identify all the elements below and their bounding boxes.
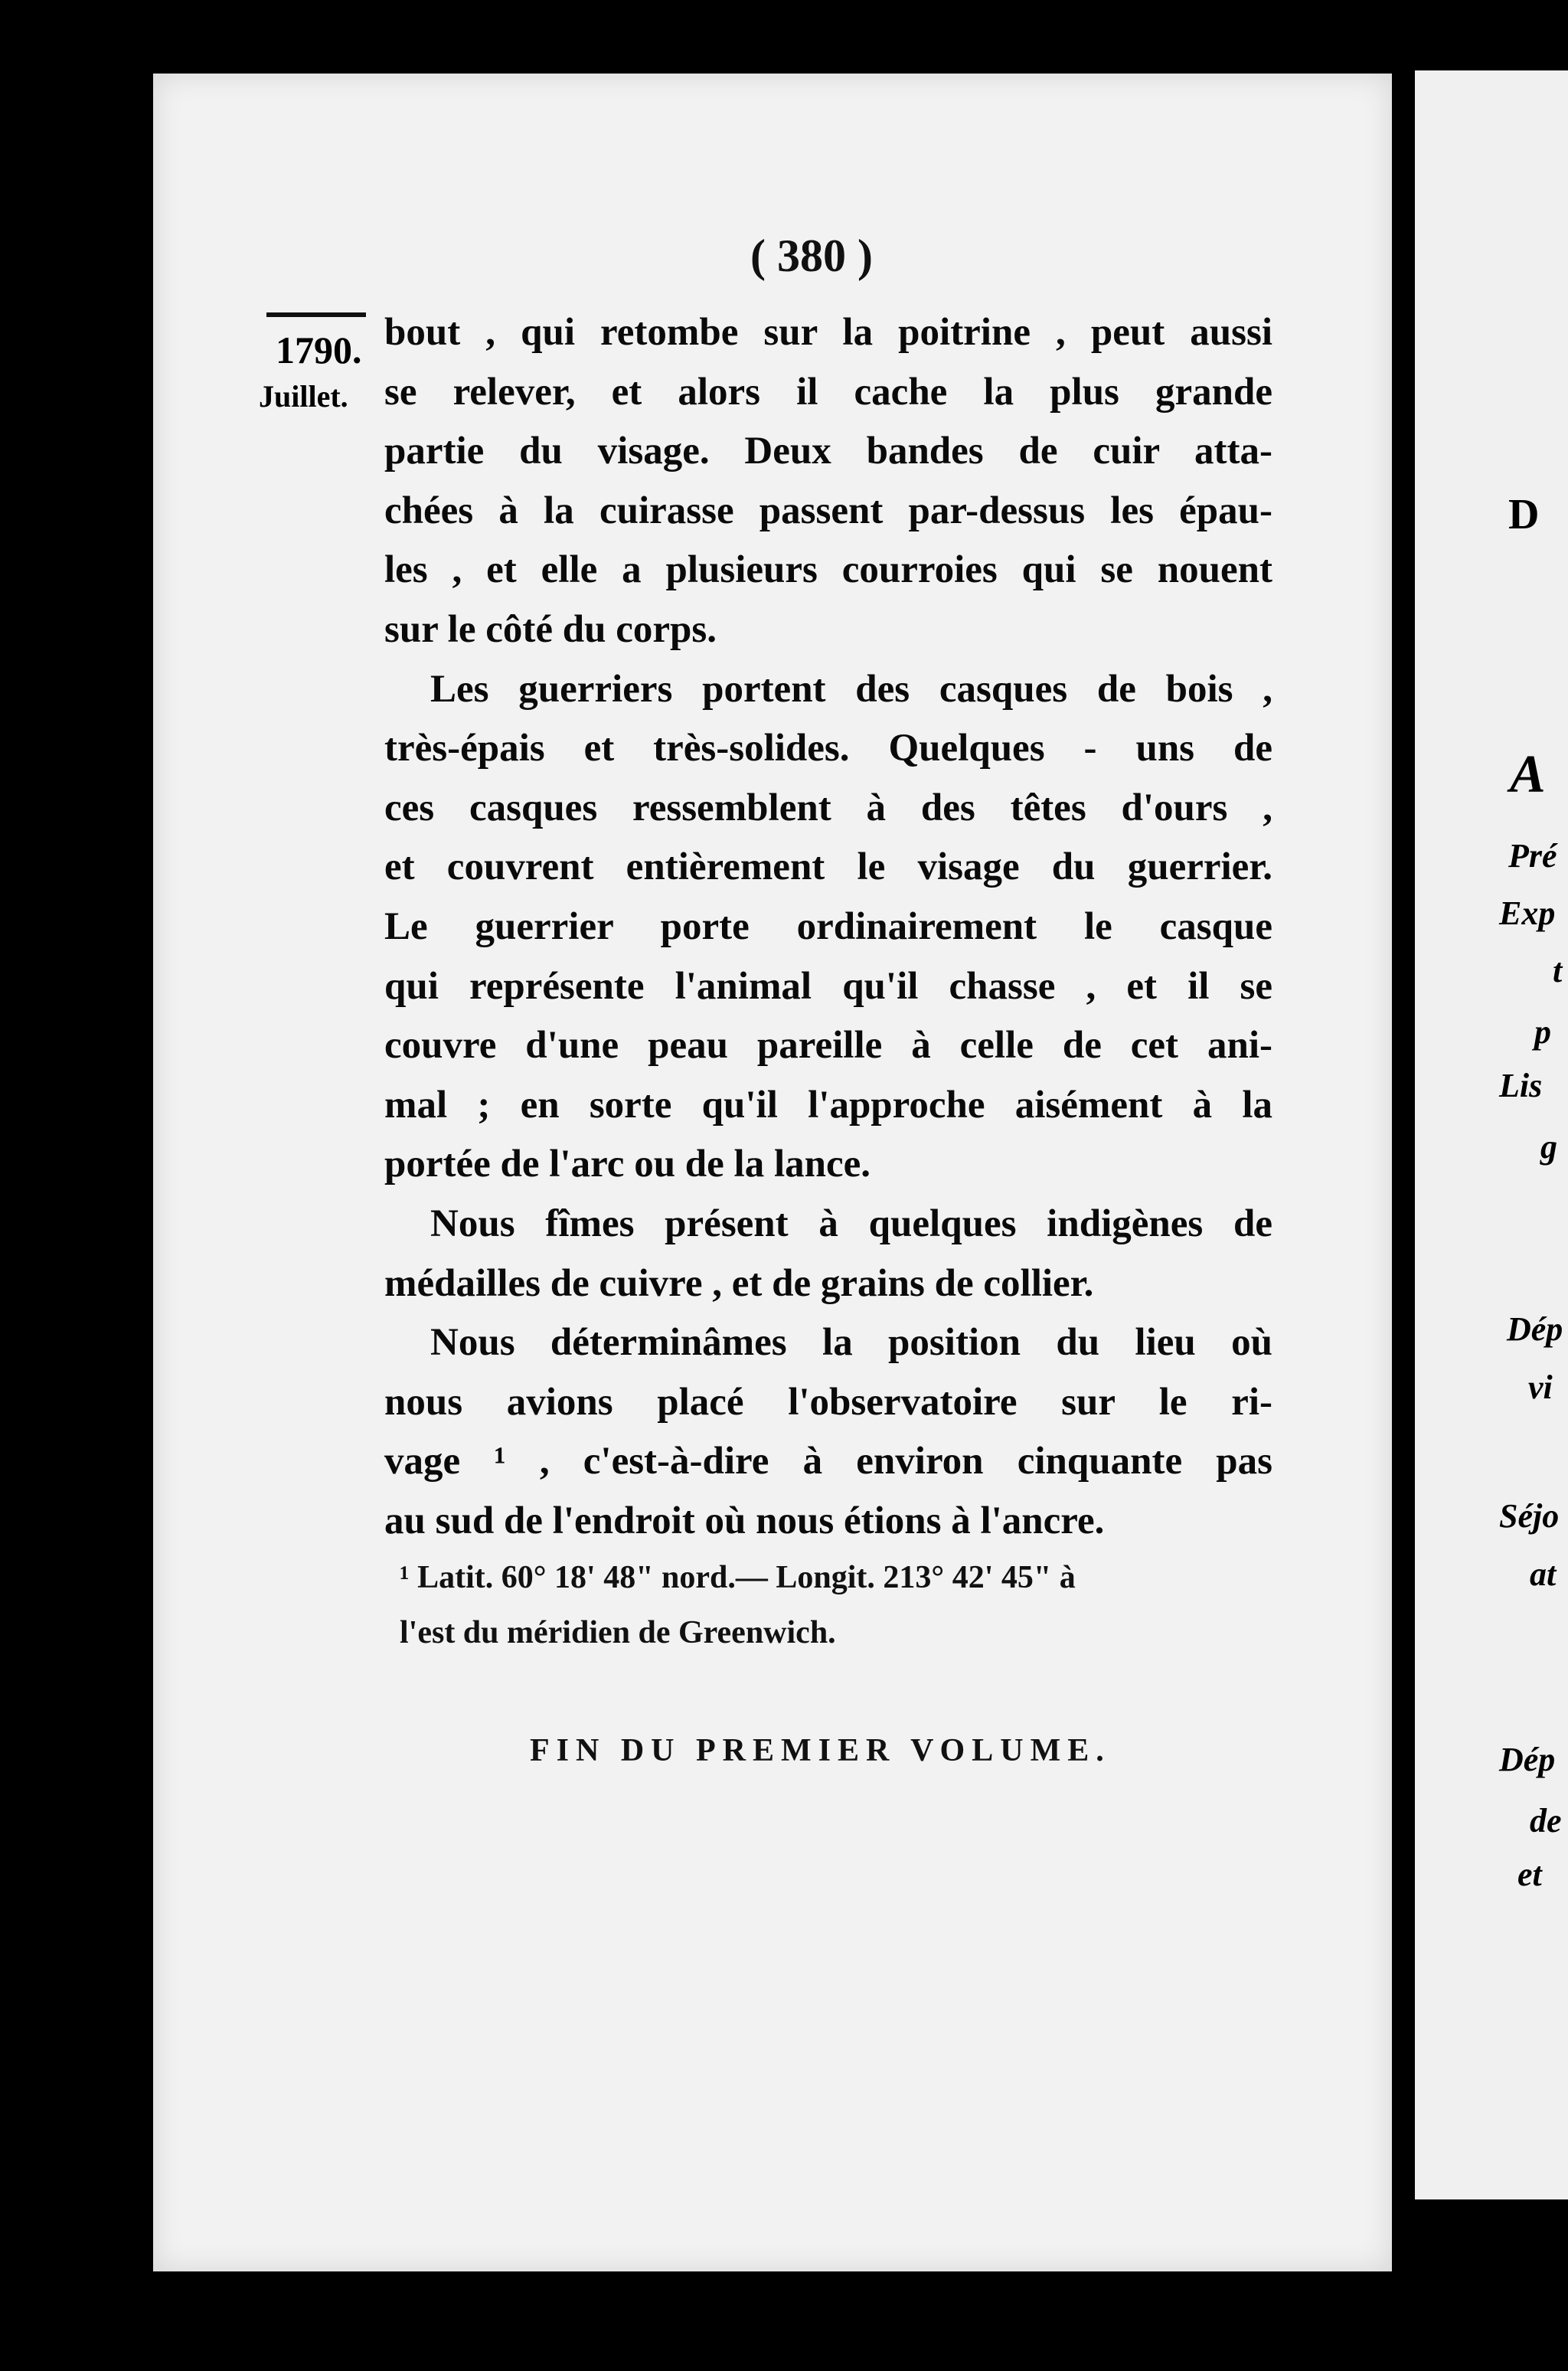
right-page (1415, 70, 1568, 2199)
text-line: se relever, et alors il cache la plus grande (384, 370, 1272, 414)
text-line: sur le côté du corps. (384, 607, 717, 651)
page-number: ( 380 ) (750, 231, 873, 281)
main-text (384, 303, 1272, 1551)
text-line: au sud de l'endroit où nous étions à l'ancre. (384, 1499, 1105, 1542)
right-page-fragment: Lis (1499, 1067, 1543, 1104)
footnote (400, 1550, 1272, 1660)
text-line: nous avions placé l'observatoire sur le ri- (384, 1380, 1272, 1424)
right-page-fragment: Dép (1507, 1310, 1563, 1348)
text-line: Les guerriers portent des casques de bois , (430, 667, 1272, 711)
text-line: Le guerrier porte ordinairement le casque (384, 904, 1272, 948)
footnote-line: l'est du méridien de Greenwich. (400, 1615, 836, 1650)
end-of-volume: FIN DU PREMIER VOLUME. (530, 1733, 1111, 1768)
right-page-fragment: A (1510, 745, 1546, 804)
right-page-fragment: g (1540, 1128, 1557, 1166)
right-page-fragment: de (1530, 1802, 1562, 1840)
text-line: Nous fîmes présent à quelques indigènes de (430, 1202, 1272, 1245)
right-page-fragment: Dép (1499, 1741, 1556, 1778)
right-page-fragment: at (1530, 1555, 1557, 1593)
footnote-line: ¹ Latit. 60° 18' 48" nord.— Longit. 213° 42' 45" à (400, 1560, 1076, 1595)
text-line: Nous déterminâmes la position du lieu où (430, 1321, 1272, 1365)
text-line: couvre d'une peau pareille à celle de cet ani- (384, 1024, 1272, 1068)
right-page-fragment: t (1553, 952, 1563, 989)
margin-rule (266, 312, 366, 317)
text-line: vage ¹ , c'est-à-dire à environ cinquante pas (384, 1440, 1272, 1483)
text-line: chées à la cuirasse passent par-dessus les épau- (384, 489, 1272, 532)
margin-date-year: 1790. (276, 329, 362, 371)
text-line: très-épais et très-solides. Quelques - uns de (384, 727, 1272, 770)
right-page-fragment: Exp (1499, 894, 1556, 932)
text-line: médailles de cuivre , et de grains de collier. (384, 1261, 1094, 1305)
right-page-fragment: Séjo (1499, 1497, 1560, 1535)
text-line: mal ; en sorte qu'il l'approche aisément à la (384, 1083, 1272, 1127)
text-line: portée de l'arc ou de la lance. (384, 1143, 871, 1186)
text-line: bout , qui retombe sur la poitrine , peut aussi (384, 311, 1272, 354)
right-page-fragment: vi (1528, 1369, 1553, 1406)
right-page-fragment: p (1534, 1013, 1551, 1051)
text-line: et couvrent entièrement le visage du guerrier. (384, 845, 1272, 889)
right-page-fragment: D (1508, 491, 1540, 538)
right-page-fragment: et (1517, 1856, 1542, 1893)
right-page-fragment: Pré (1508, 837, 1557, 875)
text-line: les , et elle a plusieurs courroies qui se nouent (384, 548, 1272, 592)
margin-date-month: Juillet. (259, 379, 348, 414)
text-line: partie du visage. Deux bandes de cuir atta- (384, 430, 1272, 473)
text-line: qui représente l'animal qu'il chasse , et il se (384, 964, 1272, 1008)
text-line: ces casques ressemblent à des têtes d'ours , (384, 786, 1272, 829)
